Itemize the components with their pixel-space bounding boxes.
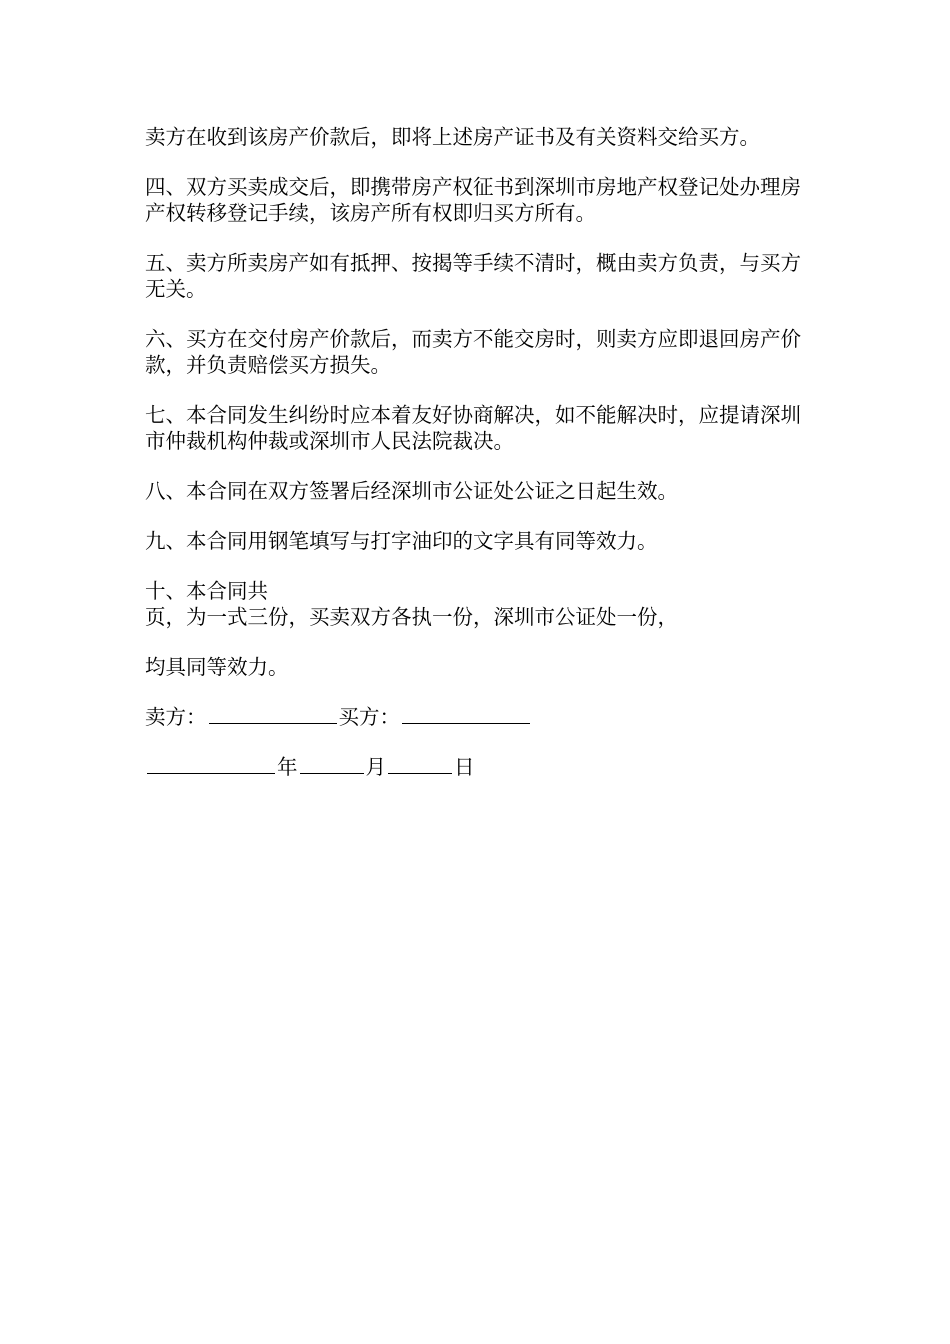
- clause-8: 八、本合同在双方签署后经深圳市公证处公证之日起生效。: [145, 479, 678, 503]
- seller-signature-blank[interactable]: [209, 705, 337, 724]
- clause-9: 九、本合同用钢笔填写与打字油印的文字具有同等效力。: [145, 529, 658, 553]
- date-row: [145, 754, 815, 780]
- month-blank[interactable]: [300, 755, 364, 774]
- clause-10-line-3: 均具同等效力。: [145, 655, 289, 679]
- seller-label: 卖方：: [145, 705, 207, 729]
- month-label: 月: [365, 755, 386, 779]
- clause-4: 四、双方买卖成交后，即携带房产权征书到深圳市房地产权登记处办理房产权转移登记手续，该房产所有权即归买方所有。: [145, 175, 801, 225]
- clause-7: 七、本合同发生纠纷时应本着友好协商解决，如不能解决时，应提请深圳市仲裁机构仲裁或深圳市人民法院裁决。: [145, 403, 801, 453]
- buyer-signature-blank[interactable]: [402, 705, 530, 724]
- clause-5: 五、卖方所卖房产如有抵押、按揭等手续不清时，概由卖方负责，与买方无关。: [145, 251, 801, 301]
- contract-body: [145, 124, 815, 804]
- year-label: 年: [277, 755, 298, 779]
- clause-handover: 卖方在收到该房产价款后，即将上述房产证书及有关资料交给买方。: [145, 125, 760, 149]
- clause-10-line-1: 十、本合同共: [145, 579, 268, 603]
- year-blank[interactable]: [147, 755, 275, 774]
- buyer-label: 买方：: [338, 705, 400, 729]
- clause-10-line-2: 页，为一式三份，买卖双方各执一份，深圳市公证处一份，: [145, 605, 678, 629]
- clause-6: 六、买方在交付房产价款后，而卖方不能交房时，则卖方应即退回房产价款，并负责赔偿买方损失。: [145, 327, 801, 377]
- day-blank[interactable]: [388, 755, 452, 774]
- day-label: 日: [454, 755, 475, 779]
- signature-row: [145, 704, 815, 730]
